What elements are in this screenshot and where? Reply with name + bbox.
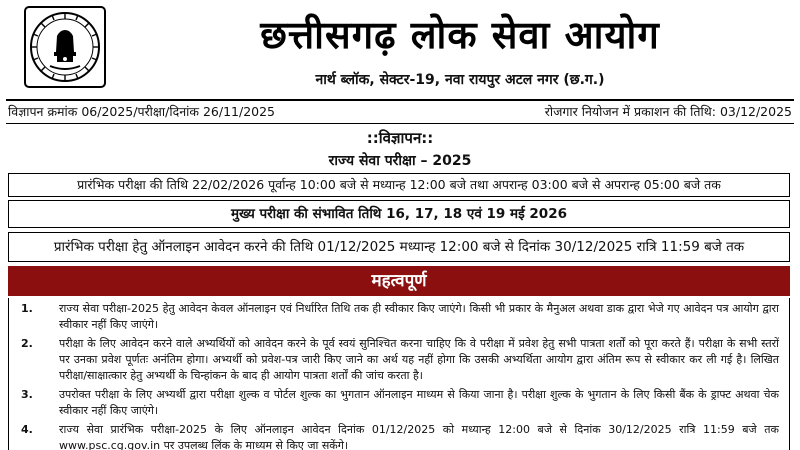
cgpsc-emblem-icon <box>24 6 106 88</box>
meta-divider <box>6 123 794 124</box>
important-points-list <box>8 298 790 450</box>
header-divider <box>6 99 794 101</box>
header <box>0 0 800 100</box>
commission-address: नार्थ ब्लॉक, सेक्टर-19, नवा रायपुर अटल नगर (छ.ग.) <box>315 72 605 88</box>
important-banner: महत्वपूर्ण <box>8 266 790 296</box>
point-number: 3. <box>21 388 33 401</box>
list-item <box>9 336 789 384</box>
point-number: 4. <box>21 423 33 436</box>
list-item <box>9 422 789 450</box>
point-text: राज्य सेवा प्रारंभिक परीक्षा-2025 के लिए ऑनलाइन आवेदन दिनांक 01/12/2025 को मध्यान्ह 12:00 बजे से दिनांक 30/12/2025 रात्रि 11:59 बजे तक www.psc.cg.gov.in पर उपलब्ध लिंक के माध्यम से किए जा सकेंगे। <box>59 423 779 450</box>
point-number: 2. <box>21 337 33 350</box>
point-text: परीक्षा के लिए आवेदन करने वाले अभ्यर्थियों को आवेदन करने के पूर्व स्वयं सुनिश्चित करना चाहिए कि वे परीक्षा में प्रवेश हेतु सभी पात्रता शर्तों को पूरा करते हैं। परीक्षा के सभी स्तरों पर उनका प्रवेश पूर्णतः अनंतिम होगा। अभ्यर्थी को प्रवेश-पत्र जारी किए जाने का अर्थ यह नहीं होगा कि उसकी अभ्यर्थिता आयोग द्वारा अंतिम रूप से स्वीकार कर ली गई है। लिखित परीक्षा/साक्षात्कार हेतु अभ्यर्थी के चिन्हांकन के बाद ही आयोग पात्रता शर्तों की जांच करता है। <box>59 337 779 382</box>
meta-row <box>8 103 792 121</box>
point-text: उपरोक्त परीक्षा के लिए अभ्यर्थी द्वारा परीक्षा शुल्क व पोर्टल शुल्क का भुगतान ऑनलाइन माध्यम से किया जाना है। परीक्षा शुल्क के भुगतान के लिए किसी बैंक के ड्राफ्ट अथवा चेक स्वीकार नहीं किए जाएंगे। <box>59 388 779 417</box>
point-number: 1. <box>21 302 33 315</box>
list-item <box>9 301 789 333</box>
exam-name: राज्य सेवा परीक्षा – 2025 <box>328 153 472 169</box>
list-item <box>9 387 789 419</box>
commission-title: छत्तीसगढ़ लोक सेवा आयोग <box>260 13 660 57</box>
publication-date: रोजगार नियोजन में प्रकाशन की तिथि: 03/12/2025 <box>544 104 792 119</box>
mains-date-box: मुख्य परीक्षा की संभावित तिथि 16, 17, 18 एवं 19 मई 2026 <box>8 200 790 228</box>
application-window-box: प्रारंभिक परीक्षा हेतु ऑनलाइन आवेदन करने की तिथि 01/12/2025 मध्यान्ह 12:00 बजे से दिनांक 30/12/2025 रात्रि 11:59 बजे तक <box>8 232 790 262</box>
advertisement-number: विज्ञापन क्रमांक 06/2025/परीक्षा/दिनांक 26/11/2025 <box>8 104 276 119</box>
prelim-date-box: प्रारंभिक परीक्षा की तिथि 22/02/2026 पूर्वान्ह 10:00 बजे से मध्यान्ह 12:00 बजे तथा अपरान्ह 03:00 बजे से अपरान्ह 05:00 बजे तक <box>8 173 790 197</box>
point-text: राज्य सेवा परीक्षा-2025 हेतु आवेदन केवल ऑनलाइन एवं निर्धारित तिथि तक ही स्वीकार किए जाएंगे। किसी भी प्रकार के मैनुअल अथवा डाक द्वारा भेजे गए आवेदन पत्र आयोग द्वारा स्वीकार नहीं किए जाएंगे। <box>59 302 779 331</box>
notice-heading: ::विज्ञापन:: <box>366 129 434 147</box>
